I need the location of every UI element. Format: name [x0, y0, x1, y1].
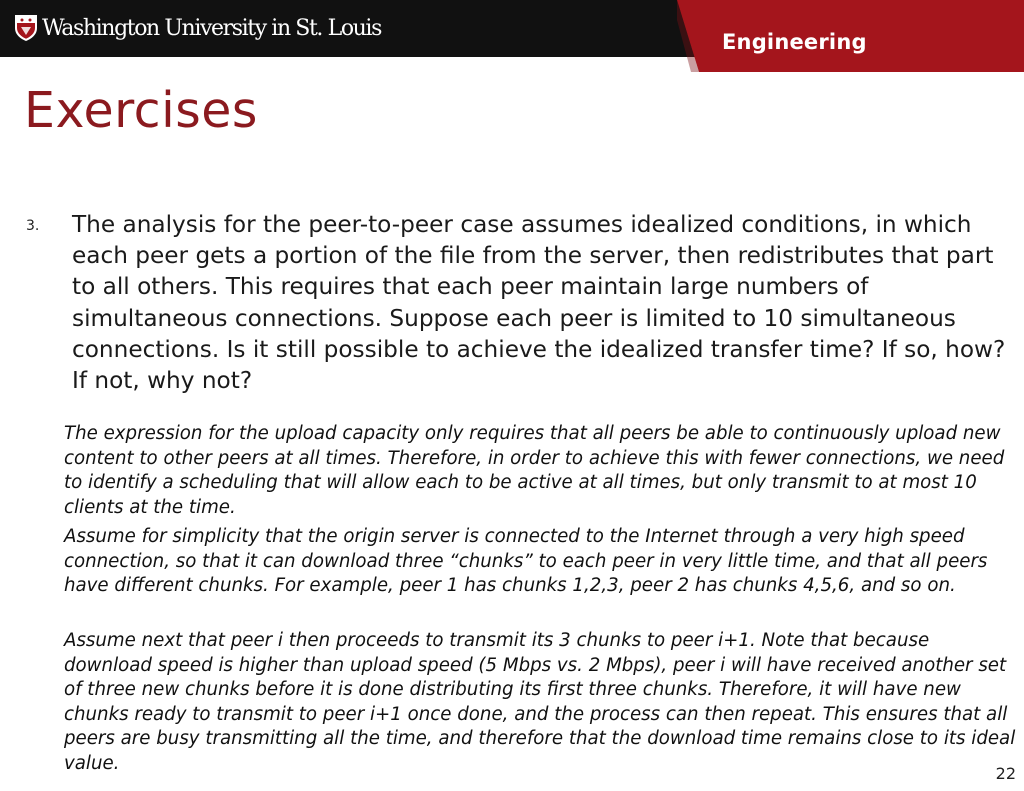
university-logo	[14, 12, 381, 44]
answer-paragraph: Assume next that peer i then proceeds to transmit its 3 chunks to peer i+1. Note that because download speed is higher than upload speed (5 Mbps vs. 2 Mbps), peer i will have received another set of three new chunks before it is done distributing its first three chunks. Therefore, it will have new chunks ready to transmit to peer i+1 once done, and the process can then repeat. This ensures that all peers are busy transmitting all the time, and therefore that the download time remains close to its ideal value.	[64, 630, 1016, 774]
university-name: Washington University in St. Louis	[42, 15, 381, 41]
page-number: 22	[995, 764, 1016, 783]
slide-title: Exercises	[24, 82, 258, 139]
item-number: 3.	[26, 218, 40, 234]
shield-icon	[14, 14, 38, 42]
answer-paragraph: Assume for simplicity that the origin server is connected to the Internet through a very high speed connection, so that it can download three “chunks” to each peer in very little time, and that all peers have different chunks. For example, peer 1 has chunks 1,2,3, peer 2 has chunks 4,5,6, and so on.	[64, 526, 988, 597]
question-text: The analysis for the peer-to-peer case assumes idealized conditions, in which each peer gets a portion of the file from the server, then redistributes that part to all others. This requires that each peer maintain large numbers of simultaneous connections. Suppose each peer is limited to 10 simultaneous connections. Is it still possible to achieve the idealized transfer time? If so, how? If not, why not?	[72, 211, 1006, 395]
school-name: Engineering	[722, 30, 867, 54]
answer-paragraph: The expression for the upload capacity only requires that all peers be able to continuously upload new content to other peers at all times. Therefore, in order to achieve this with fewer connections, we need to identify a scheduling that will allow each to be active at all times, but only transmit to at most 10 clients at the time.	[64, 423, 1005, 518]
